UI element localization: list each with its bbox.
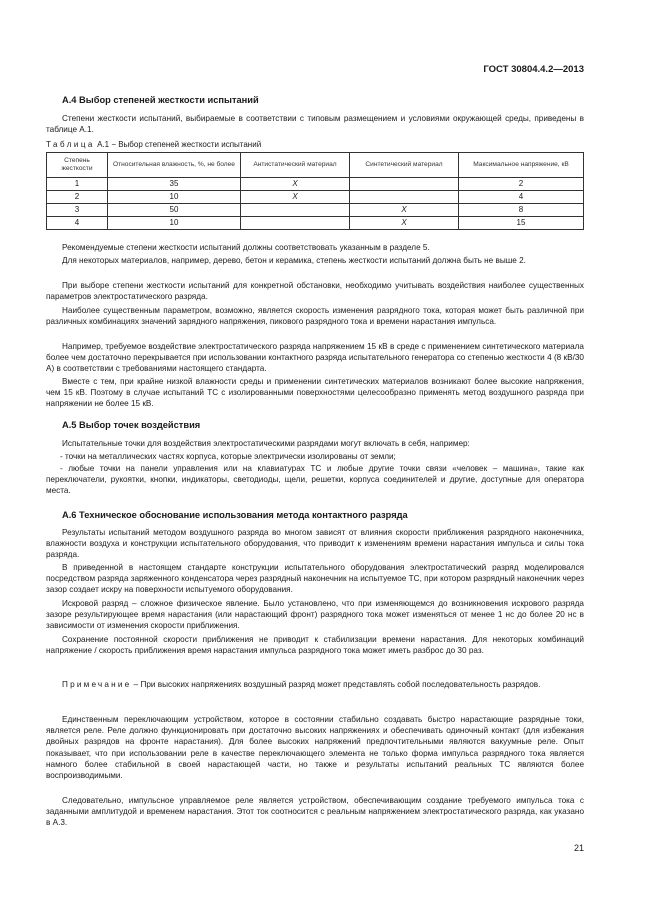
- table-cell: 1: [47, 178, 108, 191]
- table-header-row: [47, 153, 584, 178]
- table-cell: 15: [459, 217, 584, 230]
- list-item: - точки на металлических частях корпуса, которые электрически изолированы от земли;: [60, 452, 396, 461]
- section-a5-title: А.5 Выбор точек воздействия: [62, 420, 201, 430]
- table-row: [47, 217, 584, 230]
- paragraph: Сохранение постоянной скорости приближения не приводит к стабилизации времени нарастания. Для некоторых комбинаций напряжение / скорость приближения время нарастания импульса разрядного тока может иметь разброс до 30 раз.: [46, 635, 584, 656]
- table-cell: X: [241, 191, 350, 204]
- table-cell: 10: [108, 217, 241, 230]
- page-number: 21: [573, 843, 584, 853]
- table-caption-word: Таблица: [46, 140, 95, 149]
- table-cell: [350, 191, 459, 204]
- paragraph: Единственным переключающим устройством, которое в состоянии стабильно создавать быстро нарастающие разрядные токи, является реле. Реле должно функционировать при достаточно высоких напряжениях и обеспечивать одиночный контакт (для избежания двойных разрядов на фронте нарастания). Для более высоких напряжений предпочтительными являются вакуумные реле. Опыт показывает, что при использовании реле в качестве переключающего элемента не только форма импульса разрядного тока является намного более стабильной в своей нарастающей части, но также и результаты испытаний реальных ТС являются более воспроизводимыми.: [46, 715, 584, 781]
- section-a6-title: А.6 Техническое обоснование использования метода контактного разряда: [62, 510, 408, 520]
- paragraph: Для некоторых материалов, например, дерево, бетон и керамика, степень жесткости испытаний должна быть не выше 2.: [62, 256, 526, 265]
- table-cell: [350, 178, 459, 191]
- table-caption: [46, 140, 261, 149]
- paragraph: В приведенной в настоящем стандарте конструкции испытательного оборудования электростатический разряд моделировался посредством разряда заряженного конденсатора через разрядный наконечник на испытуемое ТС, при котором разрядный наконечник через зазор создает искру на поверхности испытуемого оборудования.: [46, 563, 584, 595]
- paragraph: Вместе с тем, при крайне низкой влажности среды и применении синтетических материалов возникают более высокие напряжения, чем 15 кВ. Поэтому в случае испытаний ТС с изолированными поверхностями целесообразно применять метод воздушного разряда при напряжении не более 15 кВ.: [46, 377, 584, 409]
- severity-table: [46, 152, 584, 230]
- header-max-voltage: Максимальное напряжение, кВ: [459, 153, 584, 178]
- paragraph: Рекомендуемые степени жесткости испытаний должны соответствовать указанным в разделе 5.: [62, 243, 430, 252]
- table-cell: 10: [108, 191, 241, 204]
- paragraph: Результаты испытаний методом воздушного разряда во многом зависят от влияния скорости приближения разрядного наконечника, влажности воздуха и конструкции испытательного оборудования, что приводит к изменениям времени нарастания импульса и силы тока разряда.: [46, 528, 584, 560]
- table-cell: 8: [459, 204, 584, 217]
- header-synthetic: Синтетический материал: [350, 153, 459, 178]
- table-row: [47, 178, 584, 191]
- note: [46, 679, 584, 690]
- table-cell: 2: [459, 178, 584, 191]
- table-cell: X: [350, 217, 459, 230]
- table-row: [47, 204, 584, 217]
- table-cell: [241, 217, 350, 230]
- table-row: [47, 191, 584, 204]
- table-cell: 4: [47, 217, 108, 230]
- paragraph: Следовательно, импульсное управляемое реле является устройством, обеспечивающим создание требуемого импульса тока с заданными амплитудой и временем нарастания. Этот ток соотносится с реальным напряжением электростатического разряда, как указано в А.3.: [46, 796, 584, 828]
- table-cell: 4: [459, 191, 584, 204]
- header-antistatic: Антистатический материал: [241, 153, 350, 178]
- paragraph: Степени жесткости испытаний, выбираемые в соответствии с типовым размещением и условиями окружающей среды, приведены в таблице А.1.: [46, 114, 584, 135]
- list-item: - любые точки на панели управления или на клавиатурах ТС и любые другие точки связи «человек – машина», такие как переключатели, рукоятки, кнопки, индикаторы, светодиоды, щели, решетки, корпуса соединителей и другие, доступные для оператора места.: [46, 464, 584, 496]
- paragraph: Наиболее существенным параметром, возможно, является скорость изменения разрядного тока, которая может быть различной при различных комбинациях значений зарядного напряжения, пикового разрядного тока и времени нарастания импульса.: [46, 306, 584, 327]
- table-cell: X: [241, 178, 350, 191]
- header-humidity: Относительная влажность, %, не более: [108, 153, 241, 178]
- paragraph: Испытательные точки для воздействия электростатическими разрядами могут включать в себя, например:: [62, 439, 470, 448]
- table-cell: 3: [47, 204, 108, 217]
- paragraph: Например, требуемое воздействие электростатического разряда напряжением 15 кВ в среде с применением синтетического материала более чем достаточно перекрывается при использовании контактного разряда испытательного генератора со степенью жесткости 4 (8 кВ/30 А) в соответствии с требованиями настоящего стандарта.: [46, 342, 584, 374]
- header-severity: Степень жесткости: [47, 153, 108, 178]
- note-label: Примечание: [62, 680, 132, 689]
- table-cell: X: [350, 204, 459, 217]
- paragraph: Искровой разряд – сложное физическое явление. Было установлено, что при изменяющемся до возникновения искрового разряда зазоре результирующее время нарастания (или нарастающий фронт) разрядного тока может изменяться от менее 1 нс до более 20 нс в зависимости от изменения скорости приближения.: [46, 599, 584, 631]
- table-cell: 35: [108, 178, 241, 191]
- standard-number: ГОСТ 30804.4.2—2013: [483, 64, 584, 75]
- table-cell: 2: [47, 191, 108, 204]
- paragraph: При выборе степени жесткости испытаний для конкретной обстановки, необходимо учитывать воздействия наиболее существенных параметров электростатического разряда.: [46, 281, 584, 302]
- table-cell: 50: [108, 204, 241, 217]
- section-a4-title: А.4 Выбор степеней жесткости испытаний: [62, 95, 259, 105]
- table-cell: [241, 204, 350, 217]
- table-caption-text: А.1 − Выбор степеней жесткости испытаний: [94, 140, 262, 149]
- note-text: – При высоких напряжениях воздушный разряд может представлять собой последовательность разрядов.: [131, 680, 541, 689]
